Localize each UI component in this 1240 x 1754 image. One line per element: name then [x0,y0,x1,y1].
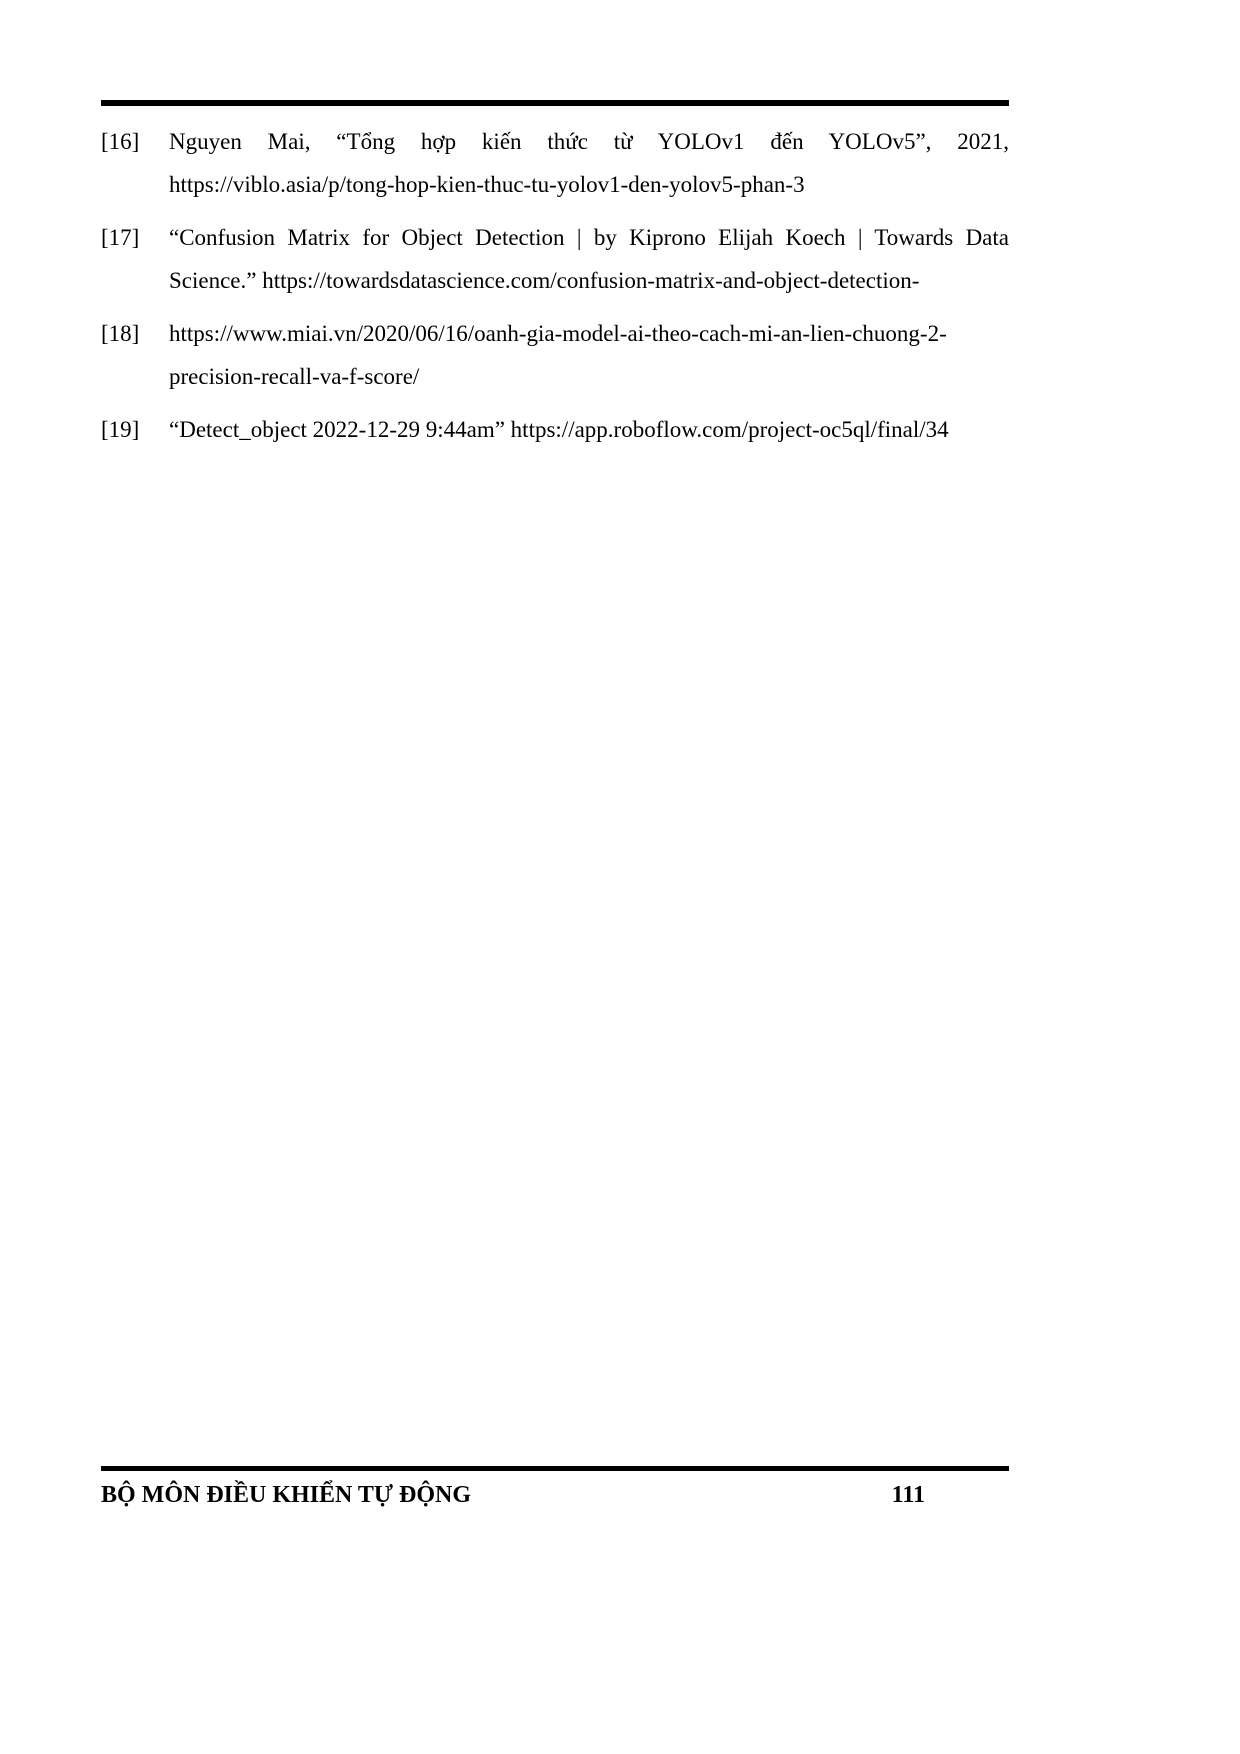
reference-text: https://www.miai.vn/2020/06/16/oanh-gia-model-ai-theo-cach-mi-an-lien-chuong-2-precision-recall-va-f-score/ [169,321,947,389]
reference-entry-18 [101,312,1009,398]
footer-row [101,1480,1009,1510]
reference-text: “Detect_object 2022-12-29 9:44am” https://app.roboflow.com/project-oc5ql/final/34 [169,417,949,442]
reference-number: [18] [101,321,140,346]
reference-entry-17 [101,216,1009,302]
page-content [101,100,1009,461]
reference-entry-16 [101,120,1009,206]
reference-text: “Confusion Matrix for Object Detection | by Kiprono Elijah Koech | Towards Data Science.” https://towardsdatascience.com/confusion-matrix-and-object-detection- [169,225,1009,293]
reference-text: Nguyen Mai, “Tổng hợp kiến thức từ YOLOv1 đến YOLOv5”, 2021, https://viblo.asia/p/tong-hop-kien-thuc-tu-yolov1-den-yolov5-phan-3 [169,129,1009,197]
page-footer [101,1466,1009,1510]
top-border-rule [101,100,1009,106]
reference-entry-19 [101,408,1009,451]
reference-number: [19] [101,417,140,442]
references-list [101,120,1009,451]
footer-department: BỘ MÔN ĐIỀU KHIỂN TỰ ĐỘNG [101,1482,472,1508]
reference-number: [16] [101,129,140,154]
footer-border-rule [101,1466,1009,1471]
footer-page-number: 111 [891,1482,925,1508]
reference-number: [17] [101,225,140,250]
